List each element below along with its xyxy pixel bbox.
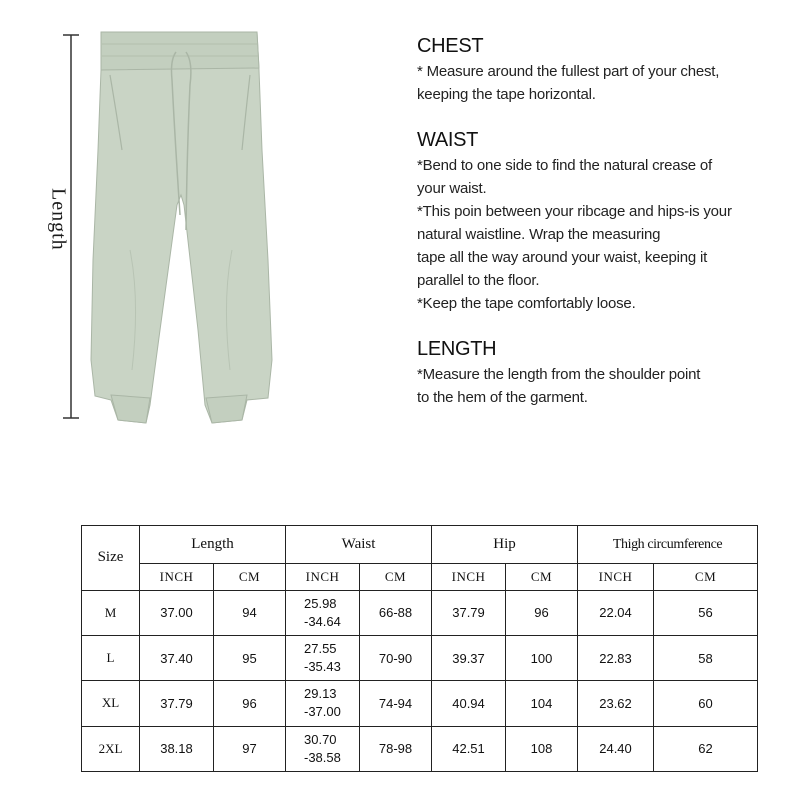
waist-line: your waist. — [417, 180, 487, 197]
waist-group-header: Waist — [286, 526, 432, 564]
waist-line: tape all the way around your waist, keeping it — [417, 249, 708, 266]
length-inch-cell: 38.18 — [140, 726, 214, 771]
hip-group-header: Hip — [432, 526, 578, 564]
waist-inch-cell — [286, 681, 360, 726]
length-cm-cell: 96 — [214, 681, 286, 726]
length-inch-cell: 37.40 — [140, 635, 214, 680]
chest-line: keeping the tape horizontal. — [417, 86, 596, 103]
waist-heading: WAIST — [417, 129, 479, 151]
size-cell: XL — [82, 681, 140, 726]
length-cm-cell: 97 — [214, 726, 286, 771]
waist-line: *Keep the tape comfortably loose. — [417, 295, 636, 312]
hip-cm-cell: 104 — [506, 681, 578, 726]
thigh-cm-cell: 60 — [654, 681, 758, 726]
waist-inch-max: -35.43 — [304, 659, 341, 675]
table-row — [82, 635, 758, 680]
unit-header: CM — [506, 564, 578, 590]
waist-inch-max: -38.58 — [304, 749, 341, 765]
table-row — [82, 726, 758, 771]
length-heading: LENGTH — [417, 338, 497, 360]
hip-cm-cell: 100 — [506, 635, 578, 680]
waist-cm-cell: 74-94 — [360, 681, 432, 726]
length-line: *Measure the length from the shoulder point — [417, 366, 701, 383]
length-cm-cell: 94 — [214, 590, 286, 635]
hip-inch-cell: 40.94 — [432, 681, 506, 726]
waist-cm-cell: 66-88 — [360, 590, 432, 635]
size-chart-table — [81, 525, 758, 772]
waist-cm-cell: 70-90 — [360, 635, 432, 680]
waist-inch-max: -34.64 — [304, 613, 341, 629]
table-row — [82, 590, 758, 635]
waist-inch-cell — [286, 590, 360, 635]
unit-header: CM — [214, 564, 286, 590]
size-header: Size — [82, 526, 140, 591]
waist-cm-cell: 78-98 — [360, 726, 432, 771]
length-line: to the hem of the garment. — [417, 389, 588, 406]
waist-section — [417, 126, 792, 315]
pants-illustration — [0, 0, 300, 450]
table-row — [82, 681, 758, 726]
unit-header: INCH — [578, 564, 654, 590]
waist-inch-cell — [286, 726, 360, 771]
length-cm-cell: 95 — [214, 635, 286, 680]
waist-inch-min: 25.98 — [304, 595, 337, 611]
waist-line: *Bend to one side to find the natural crease of — [417, 157, 712, 174]
table-header-row — [82, 526, 758, 564]
waist-inch-max: -37.00 — [304, 704, 341, 720]
thigh-inch-cell: 22.04 — [578, 590, 654, 635]
thigh-inch-cell: 22.83 — [578, 635, 654, 680]
length-inch-cell: 37.79 — [140, 681, 214, 726]
length-group-header: Length — [140, 526, 286, 564]
waist-inch-min: 27.55 — [304, 641, 337, 657]
waist-line: *This poin between your ribcage and hips-is your — [417, 203, 732, 220]
chest-heading: CHEST — [417, 35, 484, 57]
thigh-group-header: Thigh circumference — [578, 526, 758, 564]
thigh-cm-cell: 56 — [654, 590, 758, 635]
length-label: Length — [47, 188, 70, 251]
size-cell: 2XL — [82, 726, 140, 771]
chest-section — [417, 32, 792, 106]
thigh-cm-cell: 58 — [654, 635, 758, 680]
hip-inch-cell: 39.37 — [432, 635, 506, 680]
size-cell: M — [82, 590, 140, 635]
sweatpants-shape — [91, 32, 272, 423]
unit-header: INCH — [140, 564, 214, 590]
unit-header: CM — [654, 564, 758, 590]
waist-inch-min: 30.70 — [304, 731, 337, 747]
thigh-inch-cell: 23.62 — [578, 681, 654, 726]
unit-header: INCH — [432, 564, 506, 590]
waist-line: parallel to the floor. — [417, 272, 540, 289]
waist-line: natural waistline. Wrap the measuring — [417, 226, 661, 243]
length-inch-cell: 37.00 — [140, 590, 214, 635]
length-section — [417, 335, 792, 409]
thigh-cm-cell: 62 — [654, 726, 758, 771]
hip-inch-cell: 42.51 — [432, 726, 506, 771]
thigh-inch-cell: 24.40 — [578, 726, 654, 771]
size-cell: L — [82, 635, 140, 680]
measuring-guide — [417, 32, 792, 429]
waist-inch-min: 29.13 — [304, 686, 337, 702]
unit-header: CM — [360, 564, 432, 590]
hip-cm-cell: 96 — [506, 590, 578, 635]
chest-line: * Measure around the fullest part of your chest, — [417, 63, 720, 80]
waist-inch-cell — [286, 635, 360, 680]
unit-header: INCH — [286, 564, 360, 590]
hip-inch-cell: 37.79 — [432, 590, 506, 635]
table-unit-row — [82, 564, 758, 590]
hip-cm-cell: 108 — [506, 726, 578, 771]
